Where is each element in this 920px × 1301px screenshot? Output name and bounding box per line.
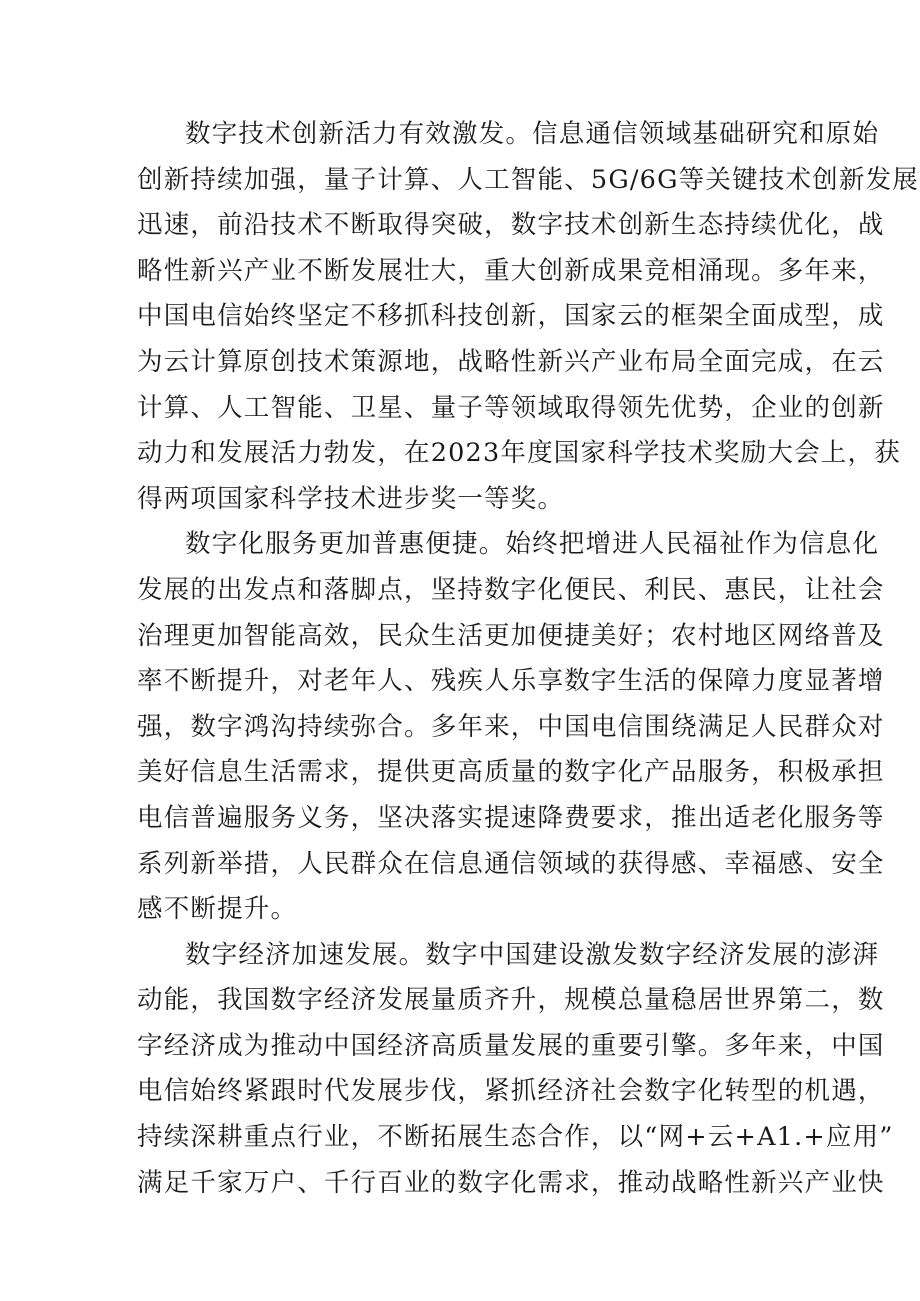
text-line: 中国电信始终坚定不移抓科技创新，国家云的框架全面成型，成 [137, 301, 885, 332]
text-line: 美好信息生活需求，提供更高质量的数字化产品服务，积极承担 [137, 757, 885, 788]
text-line: 治理更加智能高效，民众生活更加便捷美好；农村地区网络普及 [137, 620, 885, 651]
text-line: 电信始终紧跟时代发展步伐，紧抓经济社会数字化转型的机遇， [137, 1076, 885, 1107]
text-line: 动力和发展活力勃发，在2023年度国家科学技术奖励大会上，获 [137, 438, 901, 469]
text-line: 数字化服务更加普惠便捷。始终把增进人民福祉作为信息化 [185, 529, 880, 560]
text-line: 持续深耕重点行业，不断拓展生态合作，以“网+云+A1.+应用” [137, 1122, 894, 1153]
text-line: 数字经济加速发展。数字中国建设激发数字经济发展的澎湃 [185, 939, 880, 970]
document-body [137, 112, 919, 1206]
text-line: 略性新兴产业不断发展壮大，重大创新成果竞相涌现。多年来， [137, 255, 885, 286]
text-line: 得两项国家科学技术进步奖一等奖。 [137, 483, 565, 514]
paragraph-digital-services [137, 522, 885, 932]
text-line: 字经济成为推动中国经济高质量发展的重要引擎。多年来，中国 [137, 1030, 885, 1061]
text-line: 率不断提升，对老年人、残疾人乐享数字生活的保障力度显著增 [137, 666, 885, 697]
text-line: 系列新举措，人民群众在信息通信领域的获得感、幸福感、安全 [137, 848, 885, 879]
text-line: 发展的出发点和落脚点，坚持数字化便民、利民、惠民，让社会 [137, 574, 885, 605]
text-line: 满足千家万户、千行百业的数字化需求，推动战略性新兴产业快 [137, 1167, 885, 1198]
text-line: 强，数字鸿沟持续弥合。多年来，中国电信围绕满足人民群众对 [137, 711, 885, 742]
text-line: 创新持续加强，量子计算、人工智能、5G/6G等关键技术创新发展 [137, 164, 919, 195]
text-line: 电信普遍服务义务，坚决落实提速降费要求，推出适老化服务等 [137, 802, 885, 833]
paragraph-digital-economy [137, 933, 894, 1207]
text-line: 动能，我国数字经济发展量质齐升，规模总量稳居世界第二，数 [137, 985, 885, 1016]
text-line: 数字技术创新活力有效激发。信息通信领域基础研究和原始 [185, 119, 880, 149]
text-line: 为云计算原创技术策源地，战略性新兴产业布局全面完成，在云 [137, 346, 885, 377]
text-line: 感不断提升。 [137, 894, 298, 925]
text-line: 迅速，前沿技术不断取得突破，数字技术创新生态持续优化，战 [137, 210, 885, 241]
paragraph-digital-innovation [137, 112, 919, 522]
text-line: 计算、人工智能、卫星、量子等领域取得领先优势，企业的创新 [137, 392, 885, 423]
